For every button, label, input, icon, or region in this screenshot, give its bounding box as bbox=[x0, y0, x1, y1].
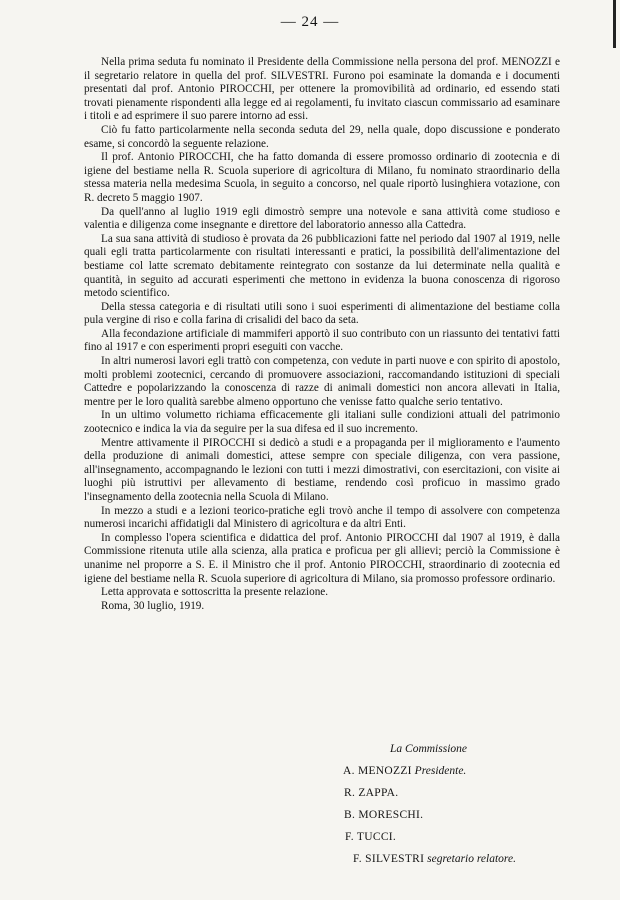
member-name: A. MENOZZI bbox=[343, 765, 412, 777]
member-role: segretario relatore. bbox=[427, 853, 516, 865]
signature-block bbox=[340, 738, 580, 870]
member-name: R. ZAPPA. bbox=[344, 787, 399, 799]
member-name: B. MORESCHI. bbox=[344, 809, 424, 821]
paragraph: Nella prima seduta fu nominato il Presidente della Commissione nella persona del prof. MENOZZI e il segretario relatore in quella del prof. SILVESTRI. Furono poi esaminate la domanda e i documenti presentati dal prof. Antonio PIROCCHI, per ottenere la promovibilità ad ordinario, ed essendo stati trovati pienamente rispondenti alla legge ed ai regolamenti, fu invitato ciascun commissario ad esaminare i titoli e ad esprimere il suo parere intorno ad essi. bbox=[84, 56, 560, 123]
paragraph: Mentre attivamente il PIROCCHI si dedicò a studi e a propaganda per il miglioramento e l'aumento della produzione di animali domestici, attese sempre con speciale diligenza, con vera passione, all'insegnamento, accompagnando le lezioni con tutti i mezzi dimostrativi, con esercitazioni, con visite ai luoghi più istruttivi per allevamento di bestiame, rendendo così proficuo in massimo grado l'insegnamento della zootecnia nella Scuola di Milano. bbox=[84, 436, 560, 503]
commission-title: La Commissione bbox=[390, 743, 467, 755]
closing-line: Letta approvata e sottoscritta la presente relazione. bbox=[101, 586, 329, 599]
paragraph: Ciò fu fatto particolarmente nella seconda seduta del 29, nella quale, dopo discussione e ponderato esame, si concordò la seguente relazione. bbox=[84, 123, 560, 150]
signature-line bbox=[340, 804, 580, 826]
paragraph: Da quell'anno al luglio 1919 egli dimostrò sempre una notevole e sana attività come studioso e valentia e diligenza come insegnante e direttore del laboratorio annesso alla Cattedra. bbox=[84, 205, 560, 232]
member-name: F. SILVESTRI bbox=[353, 853, 425, 865]
paragraph: Della stessa categoria e di risultati utili sono i suoi esperimenti di alimentazione del bestiame colla pula vergine di riso e colla farina di crisalidi del baco da seta. bbox=[84, 300, 560, 327]
paragraph: Alla fecondazione artificiale di mammiferi apportò il suo contributo con un riassunto dei tentativi fatti fino al 1917 e con esperimenti propri eseguiti con vacche. bbox=[84, 327, 560, 354]
paragraph: In un ultimo volumetto richiama efficacemente gli italiani sulle condizioni attuali del patrimonio zootecnico e indica la via da seguire per la sua difesa ed il suo incremento. bbox=[84, 409, 560, 436]
member-name: F. TUCCI. bbox=[345, 831, 397, 843]
signature-line bbox=[340, 760, 580, 782]
paragraph: In mezzo a studi e a lezioni teorico-pratiche egli trovò anche il tempo di assolvere con competenza numerosi incarichi affidatigli dal Ministero di agricoltura e da altri Enti. bbox=[84, 504, 560, 531]
signature-line bbox=[340, 782, 580, 804]
paragraph: Il prof. Antonio PIROCCHI, che ha fatto domanda di essere promosso ordinario di zootecnia e di igiene del bestiame nella R. Scuola superiore di agricoltura di Milano, fu nominato straordinario della stessa materia nella medesima Scuola, in seguito a concorso, nel quale riportò lusinghiera votazione, con R. decreto 5 maggio 1907. bbox=[84, 151, 560, 204]
page-number: — 24 — bbox=[280, 14, 340, 30]
paragraph: In altri numerosi lavori egli trattò con competenza, con vedute in parti nuove e con spirito di apostolo, molti problemi zootecnici, cercando di promuovere associazioni, raccomandando istituzioni di speciali Cattedre e popolarizzando la conoscenza di razze di animali domestici non ancora allevati in Italia, mentre per le loro qualità sarebbe almeno opportuno che venisse fatto qualche serio tentativo. bbox=[84, 355, 560, 408]
place-date: Roma, 30 luglio, 1919. bbox=[101, 599, 205, 612]
member-role: Presidente. bbox=[414, 765, 467, 777]
signature-line bbox=[340, 826, 580, 848]
signature-line bbox=[340, 848, 580, 870]
paragraph: In complesso l'opera scientifica e didattica del prof. Antonio PIROCCHI dal 1907 al 1919, è dalla Commissione ritenuta utile alla scienza, alla pratica e proficua per gli allievi; perciò la Commissione è unanime nel proporre a S. E. il Ministro che il prof. Antonio PIROCCHI, straordinario di zootecnia ed igiene del bestiame nella R. Scuola superiore di agricoltura di Milano, sia promosso professore ordinario. bbox=[84, 531, 560, 585]
paragraph: La sua sana attività di studioso è provata da 26 pubblicazioni fatte nel periodo dal 1907 al 1919, nelle quali egli tratta particolarmente con risultati interessanti e pratici, la possibilità dell'alimentazione del bestiame col latte scremato debitamente reintegrato con sostanze da lui determinate nella qualità e quantità, in seguito ad accurati esperimenti che mettono in evidenza la buona conoscenza di rigoroso metodo scientifico. bbox=[84, 232, 560, 300]
report-body bbox=[84, 56, 560, 613]
